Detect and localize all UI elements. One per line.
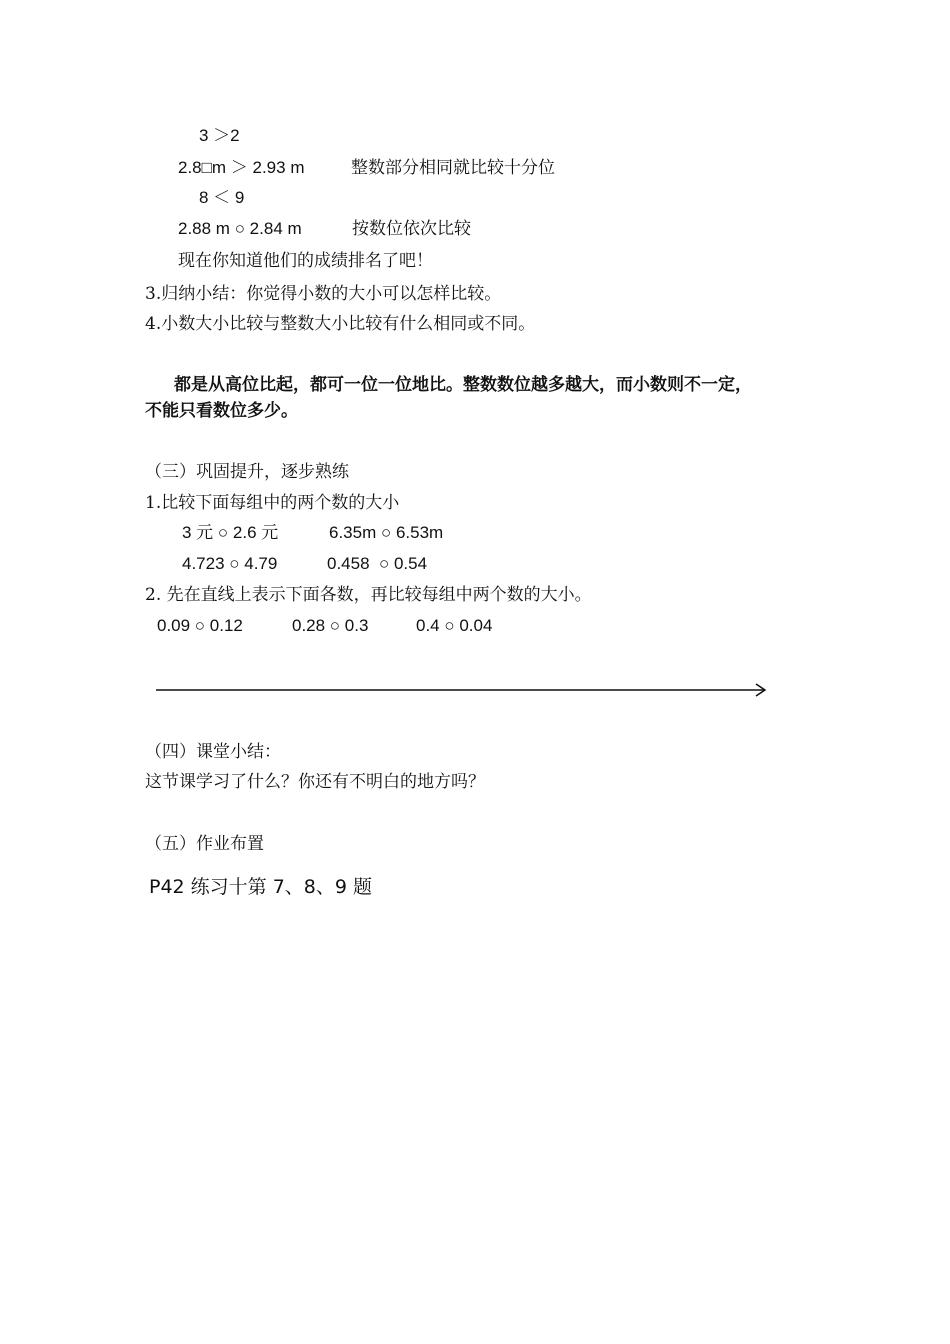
exercise-1-title: 1.比较下面每组中的两个数的大小: [145, 493, 400, 513]
homework-assignment: P42 练习十第 7、8、9 题: [149, 876, 373, 898]
section-3-heading: （三）巩固提升，逐步熟练: [145, 462, 349, 482]
exercise-1-pair-4: 0.458 ○ 0.54: [327, 554, 428, 573]
exercise-2-pair-2: 0.28 ○ 0.3: [292, 616, 369, 635]
compare-line-4: 2.88 m ○ 2.84 m: [178, 219, 302, 238]
ranking-prompt: 现在你知道他们的成绩排名了吧！: [178, 251, 433, 271]
section-4-text: 这节课学习了什么？你还有不明白的地方吗？: [145, 772, 485, 792]
compare-line-2: 2.8□m ＞ 2.93 m: [178, 158, 305, 177]
number-line: [156, 682, 768, 698]
compare-line-1: 3 ＞2: [199, 126, 240, 145]
compare-note-2: 按数位依次比较: [352, 219, 471, 239]
summary-question-4: 4.小数大小比较与整数大小比较有什么相同或不同。: [145, 314, 536, 334]
exercise-1-pair-1: 3 元 ○ 2.6 元: [182, 523, 279, 542]
section-5-heading: （五）作业布置: [145, 834, 264, 854]
exercise-1-pair-3: 4.723 ○ 4.79: [182, 554, 278, 573]
exercise-2-pair-3: 0.4 ○ 0.04: [416, 616, 493, 635]
compare-line-3: 8 ＜ 9: [199, 188, 245, 207]
exercise-1-pair-2: 6.35m ○ 6.53m: [329, 523, 444, 542]
answer-line-1: 都是从高位比起，都可一位一位地比。整数数位越多越大，而小数则不一定，: [174, 375, 752, 395]
compare-note-1: 整数部分相同就比较十分位: [351, 158, 555, 178]
exercise-2-title: 2. 先在直线上表示下面各数，再比较每组中两个数的大小。: [145, 585, 592, 605]
exercise-2-pair-1: 0.09 ○ 0.12: [157, 616, 243, 635]
section-4-heading: （四）课堂小结：: [145, 742, 281, 762]
number-line-arrow-icon: [156, 682, 768, 698]
answer-line-2: 不能只看数位多少。: [145, 401, 298, 421]
summary-question-3: 3.归纳小结：你觉得小数的大小可以怎样比较。: [145, 284, 502, 304]
